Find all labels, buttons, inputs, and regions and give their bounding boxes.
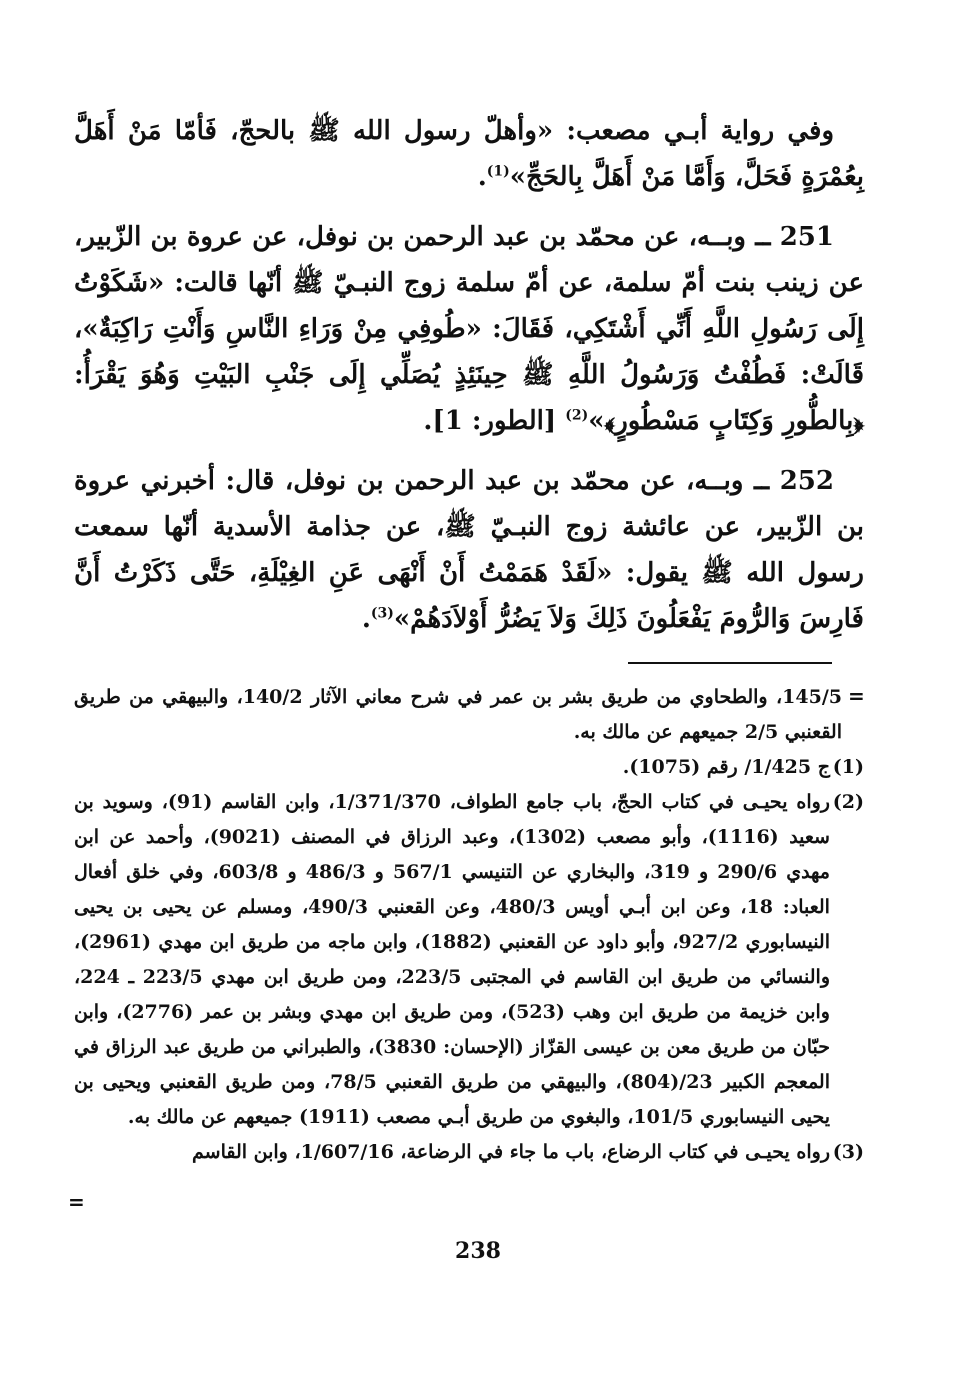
footnote-continued-text: 145/5، والطحاوي من طريق بشر بن عمر في شرح معاني الآثار 140/2، والبيهقي من طريق القعنبي 2/5 جميعهم عن مالك به. — [74, 686, 842, 743]
footnote-1-label: (1) — [832, 756, 864, 778]
hadith-251-end: [الطور: 1]. — [423, 406, 566, 436]
footnote-2-label: (2) — [832, 791, 864, 813]
footnote-3-text: رواه يحيـى في كتاب الرضاع، باب ما جاء في الرضاعة، 1/607/16، وابن القاسم — [192, 1141, 830, 1163]
footnote-ref-3[interactable]: (3) — [370, 605, 394, 622]
hadith-252-text: وبــه، عن محمّد بن عبد الرحمن بن نوفل، قال: أخبرني عروة بن الزّبير، عن عائشة زوج النبـيّ ﷺ، عن جذامة الأسدية أنّها سمعت رسول الله ﷺ يقول: «لَقَدْ هَمَمْتُ أَنْ أَنْهَى عَنِ الغِيْلَةِ، حَتَّى ذَكَرْتُ أَنَّ فَارِسَ وَالرُّومَ يَفْعَلُونَ ذَلِكَ وَلاَ يَضُرُّ أَوْلاَدَهُمْ» — [74, 466, 864, 634]
footnote-2-text: رواه يحيـى في كتاب الحجّ، باب جامع الطواف، 1/371/370، وابن القاسم (91)، وسويد بن سعيد (1116)، وأبو مصعب (1302)، وعبد الرزاق في المصنف (9021)، وأحمد عن ابن مهدي 290/6 و 319، والبخاري عن التنيسي 567/1 و 486/3 و 603/8، وفي خلق أفعال العباد: 18، وعن ابن أبـي أويس 480/3، وعن القعنبي 490/3، ومسلم عن يحيى بن يحيى النيسابوري 927/2، وأبو داود عن القعنبي (1882)، وابن ماجه من طريق ابن مهدي (2961)، والنسائي من طريق ابن القاسم في المجتبى 223/5، ومن طريق ابن مهدي 223/5 ـ 224، وابن خزيمة من طريق ابن وهب (523)، ومن طريق ابن مهدي وبشر بن عمر (2776)، وابن حبّان من طريق معن بن عيسى القزّاز (الإحسان: 3830)، والطبراني من طريق عبد الرزاق في المعجم الكبير 23/(804)، والبيهقي من طريق القعنبي 78/5، ومن طريق القعنبي ويحيى بن يحيى النيسابوري 101/5، والبغوي من طريق أبـي مصعب (1911) جميعهم عن مالك به. — [74, 791, 830, 1128]
hadith-252-end: . — [361, 604, 371, 634]
continuation-mark-top: = — [848, 684, 865, 708]
footnotes — [74, 680, 864, 1170]
paragraph-1-end: . — [477, 162, 487, 192]
hadith-252 — [74, 458, 864, 642]
footnote-3-label: (3) — [832, 1141, 864, 1163]
footnote-1-text: ج 1/425/ رقم (1075). — [622, 756, 830, 778]
hadith-number-251: 251 ــ — [755, 222, 834, 252]
footnote-ref-1[interactable]: (1) — [486, 163, 510, 180]
footnote-2 — [74, 785, 864, 1135]
footnote-separator — [628, 662, 832, 664]
paragraph-1-text: وفي رواية أبـي مصعب: «وأهلّ رسول الله ﷺ بالحجّ، فَأمّا مَنْ أَهَلَّ بِعُمْرَةٍ فَحَلَّ، وَأَمَّا مَنْ أَهَلَّ بِالحَجِّ» — [74, 116, 864, 192]
paragraph-1 — [74, 108, 864, 200]
footnote-3 — [74, 1135, 864, 1170]
continuation-mark-bottom: = — [68, 1190, 85, 1214]
page-number: 238 — [455, 1238, 501, 1264]
footnote-ref-2[interactable]: (2) — [565, 407, 589, 424]
footnote-continued — [74, 680, 864, 750]
main-text — [74, 108, 864, 656]
hadith-251 — [74, 214, 864, 444]
hadith-number-252: 252 ــ — [753, 466, 834, 496]
footnote-1 — [74, 750, 864, 785]
hadith-251-text: وبــه، عن محمّد بن عبد الرحمن بن نوفل، عن عروة بن الزّبير، عن زينب بنت أمّ سلمة، عن أمّ سلمة زوج النبـيّ ﷺ أنّها قالت: «شَكَوْتُ إِلَى رَسُولِ اللَّهِ أَنِّي أَشْتَكِي، فَقَالَ: «طُوفِي مِنْ وَرَاءِ النَّاسِ وَأَنْتِ رَاكِبَةٌ»، قَالَتْ: فَطُفْتُ وَرَسُولُ اللَّهِ ﷺ حِينَئِذٍ يُصَلِّي إِلَى جَنْبِ البَيْتِ وَهُوَ يَقْرَأُ: ﴿بِالطُّورِ وَكِتَابٍ مَسْطُورٍ﴾» — [74, 222, 864, 436]
